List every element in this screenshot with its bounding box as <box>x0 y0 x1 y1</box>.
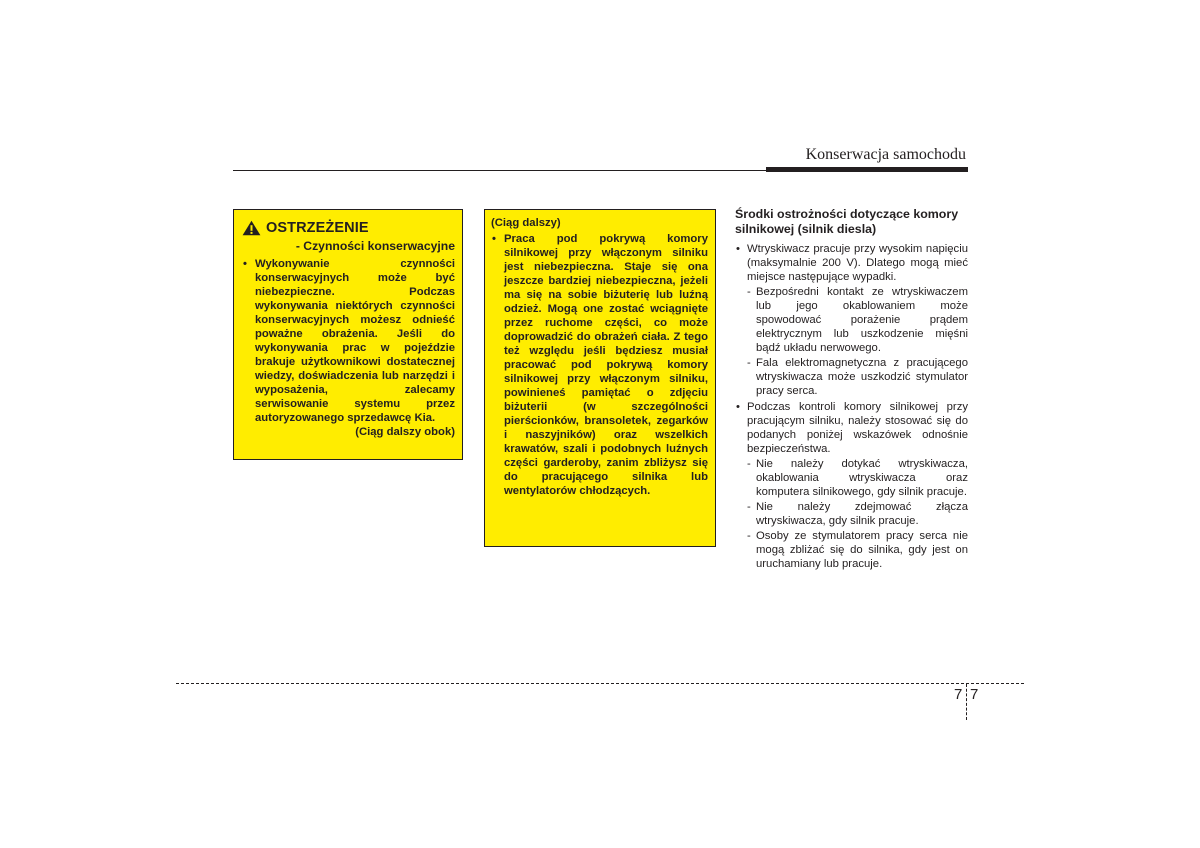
precaution-subitem: - Bezpośredni kontakt ze wtryskiwaczem lub jego okablowaniem może spowodować porażenie prądem elektrycznym lub uszkodzenie mięśni bądź układu nerwowego. <box>735 285 968 355</box>
precaution-list <box>735 242 968 571</box>
warning-box <box>233 209 463 460</box>
footer-rule <box>176 683 1024 684</box>
warning-continued-heading: (Ciąg dalszy) <box>491 217 561 229</box>
engine-bay-precautions <box>735 207 968 573</box>
page-number: 7 <box>970 686 979 703</box>
warning-triangle-icon <box>242 220 261 236</box>
warning-continued: (Ciąg dalszy obok) <box>355 426 455 438</box>
page-chapter: 7 <box>954 686 963 703</box>
warning-heading <box>242 219 455 237</box>
precaution-item <box>735 400 968 571</box>
precaution-item <box>735 242 968 398</box>
precaution-text: • Podczas kontroli komory silnikowej przy pracującym silniku, należy stosować się do podanych poniżej wskazówek odnośnie bezpieczeństwa. <box>735 400 968 456</box>
header-rule-accent <box>766 167 968 172</box>
warning-continued-box <box>484 209 716 547</box>
footer-divider <box>966 684 967 720</box>
warning-continued-item: • Praca pod pokrywą komory silnikowej przy włączonym silniku jest niebezpieczna. Staje się ona jeszcze bardziej niebezpieczna, jeżeli ma się na sobie biżuterię lub luźną odzież. Mogą one zostać wciągnięte przez ruchome części, co może doprowadzić do obrażeń ciała. Z tego też względu jeśli będziesz musiał pracować pod pokrywą komory silnikowej przy włączonym silniku, powinieneś pamiętać o zdjęciu biżuterii (w szczególności pierścionków, bransoletek, zegarków i naszyjników) oraz wszelkich krawatów, szali i podobnych luźnych części garderoby, zanim zbliżysz się do pracującego silnika lub wentylatorów chłodzących. <box>491 232 708 498</box>
precaution-subitem: - Osoby ze stymulatorem pracy serca nie mogą zbliżać się do silnika, gdy jest on uruchamiany lub pracuje. <box>735 529 968 571</box>
precaution-subitem: - Nie należy zdejmować złącza wtryskiwacza, gdy silnik pracuje. <box>735 500 968 528</box>
precaution-text: • Wtryskiwacz pracuje przy wysokim napięciu (maksymalnie 200 V). Dlatego mogą mieć miejsce następujące wypadki. <box>735 242 968 284</box>
warning-item: • Wykonywanie czynności konserwacyjnych może być niebezpieczne. Podczas wykonywania niektórych czynności konserwacyjnych możesz odnieść poważne obrażenia. Jeśli do wykonywania prac w pojeździe brakuje użytkownikowi dostatecznej wiedzy, doświadczenia lub narzędzi i wyposażenia, zalecamy serwisowanie systemu przez autoryzowanego sprzedawcę Kia. <box>242 257 455 425</box>
warning-subtitle: - Czynności konserwacyjne <box>295 239 455 253</box>
precaution-subitem: - Nie należy dotykać wtryskiwacza, okablowania wtryskiwacza oraz komputera silnikowego, gdy silnik pracuje. <box>735 457 968 499</box>
precaution-subitem: - Fala elektromagnetyczna z pracującego wtryskiwacza może uszkodzić stymulator pracy serca. <box>735 356 968 398</box>
section-title: Środki ostrożności dotyczące komory silnikowej (silnik diesla) <box>735 207 959 236</box>
warning-title: OSTRZEŻENIE <box>266 220 369 236</box>
header-title: Konserwacja samochodu <box>805 146 966 163</box>
warning-continued-list <box>491 232 708 498</box>
warning-list <box>242 257 455 425</box>
